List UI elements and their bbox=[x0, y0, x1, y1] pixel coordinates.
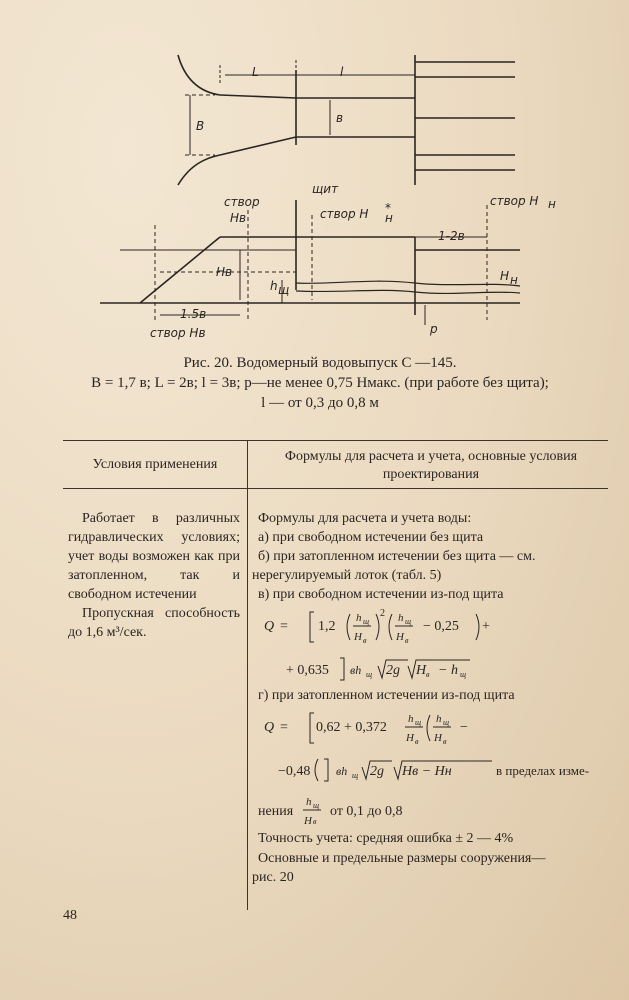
figure-label-hn-mid-sup: * bbox=[385, 201, 391, 215]
case-g: г) при затопленном истечении из-под щита bbox=[258, 688, 515, 703]
case-b-continued: нерегулируемый лоток (табл. 5) bbox=[252, 568, 442, 583]
formula-submerged-flow-under-gate bbox=[258, 705, 608, 825]
formula1-Hsub: в bbox=[363, 636, 367, 645]
formula2-hsub: щ bbox=[415, 718, 422, 727]
formula1-q: Q bbox=[264, 619, 275, 634]
formula1-root2b: − h bbox=[438, 663, 458, 678]
table-header-rule bbox=[63, 488, 608, 489]
figure-label-B: B bbox=[196, 119, 205, 133]
page-number: 48 bbox=[63, 908, 77, 923]
case-b: б) при затопленном истечении без щита — см. bbox=[258, 549, 536, 564]
figure-caption-range: l — от 0,3 до 0,8 м bbox=[261, 395, 379, 411]
formula2-H: H bbox=[406, 732, 414, 744]
range-h: h bbox=[306, 796, 312, 808]
formula2-h-2: h bbox=[436, 713, 442, 725]
formula2-tailsub: щ bbox=[352, 771, 359, 780]
formula2-h: h bbox=[408, 713, 414, 725]
range-hsub: щ bbox=[313, 801, 320, 810]
range-values: от 0,1 до 0,8 bbox=[330, 804, 403, 819]
formula1-eq: = bbox=[280, 619, 288, 634]
figure-label-shchit: щит bbox=[312, 182, 339, 196]
formula1-hsub-2: щ bbox=[405, 617, 412, 626]
formula1-minus: − 0,25 bbox=[423, 619, 459, 634]
formula2-H-2: H bbox=[434, 732, 442, 744]
formula2-Hsub: в bbox=[415, 737, 419, 746]
formula2-tail: вh bbox=[336, 764, 348, 778]
formula1-root: 2g bbox=[386, 663, 400, 678]
formula2-c1: 0,62 + 0,372 bbox=[316, 720, 387, 735]
dimensions-line-continued: рис. 20 bbox=[252, 870, 294, 885]
formula1-plus: + bbox=[482, 619, 490, 634]
figure-label-hn-mid-sub: н bbox=[385, 211, 393, 225]
formula1-hsub: щ bbox=[363, 617, 370, 626]
formula2-hsub-2: щ bbox=[443, 718, 450, 727]
formula1-tail: вh bbox=[350, 663, 362, 677]
figure-label-L: L bbox=[252, 65, 259, 79]
figure-label-stvor-hv-bottom: створ Нв bbox=[150, 326, 206, 340]
formula2-c2: −0,48 bbox=[278, 764, 311, 779]
figure-20-diagram bbox=[0, 0, 629, 360]
table-header-conditions: Условия применения bbox=[92, 457, 218, 472]
range-Hsub: в bbox=[313, 817, 317, 825]
figure-label-hv-top: Нв bbox=[230, 211, 247, 225]
formula1-Hsub-2: в bbox=[405, 636, 409, 645]
figure-caption-params: B = 1,7 в; L = 2в; l = 3в; р—не менее 0,75 Hмакс. (при работе без щита); bbox=[91, 375, 549, 391]
figure-label-stvor-hn-mid: створ Н bbox=[320, 207, 369, 221]
formula1-root2bsub: щ bbox=[460, 670, 467, 679]
formula1-root2: H bbox=[416, 663, 427, 678]
figure-label-hn: Н bbox=[500, 269, 510, 283]
dimensions-line: Основные и предельные размеры сооружения— bbox=[258, 851, 546, 866]
formula1-H: H bbox=[354, 631, 362, 643]
figure-label-hshch: h bbox=[270, 279, 278, 293]
figure-caption-title: Рис. 20. Водомерный водовыпуск С —145. bbox=[183, 355, 457, 371]
formula1-h: h bbox=[356, 612, 362, 624]
formula2-Hsub-2: в bbox=[443, 737, 447, 746]
formula2-eq: = bbox=[280, 720, 288, 735]
conditions-paragraph-1: Работает в различных гидравлических условиях; учет воды возможен как при затопленном, так и свободном истечении bbox=[68, 511, 240, 602]
figure-label-hv-mid: Нв bbox=[216, 265, 233, 279]
figure-label-l: l bbox=[340, 65, 344, 79]
conditions-column bbox=[68, 509, 240, 642]
figure-label-hn-right-sub: н bbox=[548, 197, 556, 211]
table-column-divider bbox=[247, 440, 248, 910]
figure-label-stvor-hv-top: створ bbox=[224, 195, 260, 209]
figure-label-hn-sub: н bbox=[510, 273, 518, 287]
table-header-formulas: Формулы для расчета и учета, основные условия проектирования bbox=[284, 449, 578, 482]
figure-label-p: р bbox=[430, 322, 438, 336]
table-top-rule bbox=[63, 440, 608, 441]
case-v: в) при свободном истечении из-под щита bbox=[258, 587, 504, 602]
formula2-q: Q bbox=[264, 720, 275, 735]
case-a: а) при свободном истечении без щита bbox=[258, 530, 484, 545]
formula2-within-limits: в пределах изме- bbox=[496, 763, 590, 778]
formula1-root2sub: в bbox=[426, 670, 430, 679]
formula2-root: 2g bbox=[370, 764, 384, 779]
formula1-square: 2 bbox=[380, 608, 385, 619]
range-prefix: нения bbox=[258, 804, 294, 819]
formula1-h-2: h bbox=[398, 612, 404, 624]
formula2-minus: − bbox=[460, 720, 468, 735]
conditions-paragraph-2: Пропускная способность до 1,6 м³/сек. bbox=[68, 606, 240, 640]
figure-label-hshch-sub: щ bbox=[278, 283, 290, 297]
figure-label-1-2b: 1-2в bbox=[438, 229, 465, 243]
figure-label-b: в bbox=[336, 111, 344, 125]
formula1-c1: 1,2 bbox=[318, 619, 336, 634]
formulas-intro: Формулы для расчета и учета воды: bbox=[258, 511, 472, 526]
formula1-H-2: H bbox=[396, 631, 404, 643]
figure-label-stvor-hn-right: створ Н bbox=[490, 194, 539, 208]
accuracy-line: Точность учета: средняя ошибка ± 2 — 4% bbox=[258, 831, 514, 846]
formula1-c2: + 0,635 bbox=[286, 663, 329, 678]
formula-free-flow-under-gate bbox=[258, 604, 608, 684]
formula1-tailsub: щ bbox=[366, 670, 373, 679]
range-H: H bbox=[304, 815, 312, 825]
figure-label-1-5b: 1.5в bbox=[180, 307, 207, 321]
formula2-root2: Hв − Hн bbox=[402, 764, 452, 779]
